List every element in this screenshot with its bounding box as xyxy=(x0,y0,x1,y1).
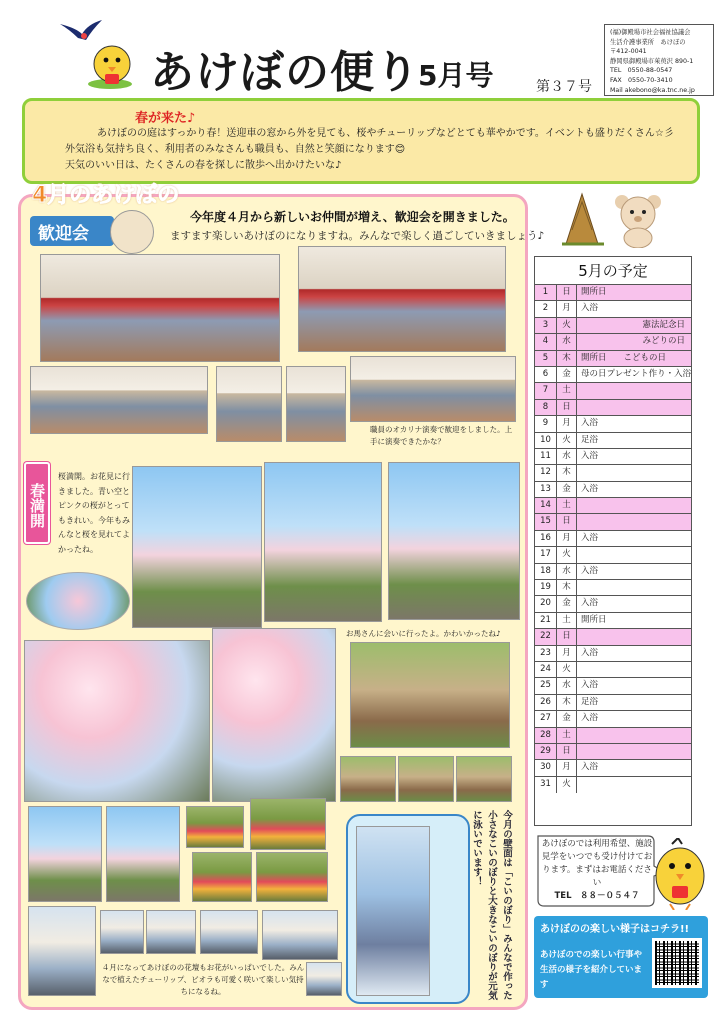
schedule-row xyxy=(535,498,691,514)
qr-code-pattern xyxy=(655,941,699,985)
schedule-row xyxy=(535,580,691,596)
schedule-weekday: 月 xyxy=(557,301,577,316)
schedule-row xyxy=(535,383,691,399)
schedule-event: 足浴 xyxy=(581,696,599,707)
publisher-line: 〒412-0041 xyxy=(610,48,647,56)
horse-visit-photo xyxy=(456,756,512,802)
welcome-party-photo xyxy=(30,366,208,434)
schedule-weekday: 火 xyxy=(557,433,577,448)
cherry-blossom-photo xyxy=(106,806,180,902)
publisher-box xyxy=(604,24,714,96)
schedule-row xyxy=(535,629,691,645)
schedule-event: 憲法記念日 xyxy=(642,319,685,330)
schedule-weekday: 火 xyxy=(557,547,577,562)
welcome-subtitle: ますます楽しいあけぼのになりますね。みんなで楽しく過ごしていきましょう♪ xyxy=(170,230,545,242)
schedule-row xyxy=(535,351,691,367)
schedule-event: 足浴 xyxy=(581,434,599,445)
schedule-day: 30 xyxy=(535,760,557,775)
schedule-weekday: 月 xyxy=(557,416,577,431)
schedule-event: 入浴 xyxy=(581,303,599,314)
schedule-day: 23 xyxy=(535,646,557,661)
visit-text: あけぼのでは利用希望、施設見学をいつでも受け付けております。まずはお電話ください xyxy=(541,839,653,888)
schedule-event xyxy=(577,629,691,644)
tulip-photo xyxy=(256,852,328,902)
schedule-day: 21 xyxy=(535,613,557,628)
schedule-weekday: 木 xyxy=(557,695,577,710)
issue-number: 第３７号 xyxy=(536,79,592,95)
schedule-event: 入浴 xyxy=(581,532,599,543)
schedule-event: 入浴 xyxy=(581,483,599,494)
cherry-blossom-photo xyxy=(24,640,210,802)
tulip-photo xyxy=(192,852,252,902)
schedule-day: 14 xyxy=(535,498,557,513)
schedule-row xyxy=(535,678,691,694)
chick-mascot-icon xyxy=(88,40,136,90)
flower-bed-photo xyxy=(186,806,244,848)
schedule-event xyxy=(577,744,691,759)
schedule-event xyxy=(577,465,691,480)
schedule-row xyxy=(535,433,691,449)
schedule-event xyxy=(577,547,691,562)
schedule-day: 11 xyxy=(535,449,557,464)
schedule-row xyxy=(535,547,691,563)
schedule-weekday: 金 xyxy=(557,596,577,611)
schedule-row xyxy=(535,777,691,793)
publisher-line: FAX 0550-70-3410 xyxy=(610,76,673,84)
publisher-line: (福)御殿場市社会福祉協議会 xyxy=(610,29,691,36)
schedule-row xyxy=(535,564,691,580)
welcome-party-photo xyxy=(286,366,346,442)
schedule-day: 9 xyxy=(535,416,557,431)
schedule-event xyxy=(577,777,691,793)
schedule-day: 7 xyxy=(535,383,557,398)
schedule-weekday: 水 xyxy=(557,449,577,464)
horse-visit-photo xyxy=(398,756,454,802)
schedule-weekday: 金 xyxy=(557,482,577,497)
schedule-event xyxy=(577,400,691,415)
homepage-promo-title: あけぼのの楽しい様子はコチラ!! xyxy=(540,924,690,935)
schedule-event: 入浴 xyxy=(581,565,599,576)
schedule-row xyxy=(535,482,691,498)
schedule-event: 開所日 xyxy=(581,287,607,297)
schedule-event: みどりの日 xyxy=(642,336,685,347)
cherry-blossom-round-photo xyxy=(26,572,130,630)
cherry-blossom-photo xyxy=(212,628,336,802)
schedule-weekday: 日 xyxy=(557,285,577,300)
schedule-row xyxy=(535,449,691,465)
schedule-weekday: 月 xyxy=(557,531,577,546)
schedule-day: 29 xyxy=(535,744,557,759)
may-schedule-table xyxy=(534,256,692,826)
schedule-event xyxy=(577,580,691,595)
header-mascot xyxy=(58,18,138,90)
schedule-row xyxy=(535,400,691,416)
schedule-weekday: 月 xyxy=(557,760,577,775)
welcome-party-photo xyxy=(216,366,282,442)
schedule-row xyxy=(535,728,691,744)
schedule-row xyxy=(535,318,691,334)
schedule-event: 母の日プレゼント作り・入浴 xyxy=(581,368,691,379)
april-section-title: 4月のあけぼの xyxy=(32,183,180,208)
schedule-day: 26 xyxy=(535,695,557,710)
resident-photo xyxy=(262,910,338,960)
schedule-weekday: 水 xyxy=(557,678,577,693)
schedule-event xyxy=(577,498,691,513)
staff-portrait xyxy=(110,210,154,254)
schedule-row xyxy=(535,465,691,481)
banner-heading: 春が来た♪ xyxy=(135,111,196,126)
horse-visit-photo xyxy=(340,756,396,802)
homepage-promo-text: あけぼのでの楽しい行事や生活の様子を紹介しています xyxy=(540,950,643,990)
cherry-blossom-photo xyxy=(388,462,520,620)
schedule-row xyxy=(535,760,691,776)
welcome-party-photo xyxy=(40,254,280,362)
visit-tel: TEL ８８－０５４７ xyxy=(554,891,640,901)
schedule-day: 16 xyxy=(535,531,557,546)
koinobori-text: 今月の壁面は「こいのぼり」みんなで作った小さなこいのぼりと大きなこいのぼりが元気に泳いでいます！ xyxy=(471,810,512,1000)
tulip-photo xyxy=(250,798,326,850)
schedule-day: 3 xyxy=(535,318,557,333)
schedule-event xyxy=(577,383,691,398)
resident-photo xyxy=(100,910,144,954)
spring-banner xyxy=(22,98,700,184)
schedule-weekday: 日 xyxy=(557,400,577,415)
newsletter-title: あけぼの便り xyxy=(150,47,420,98)
chick-mascot-icon xyxy=(652,838,708,910)
spring-bloom-label: 春満開 xyxy=(24,462,50,544)
schedule-weekday: 火 xyxy=(557,777,577,793)
schedule-day: 20 xyxy=(535,596,557,611)
schedule-day: 15 xyxy=(535,514,557,529)
issue-month: 5月号 xyxy=(418,59,494,92)
schedule-weekday: 日 xyxy=(557,514,577,529)
publisher-line: 静岡県御殿場市茱萸沢 890-1 xyxy=(610,57,694,65)
bear-mascot-icon xyxy=(612,192,664,248)
bamboo-shoot-icon xyxy=(560,190,606,246)
schedule-row xyxy=(535,695,691,711)
schedule-event: 入浴 xyxy=(581,450,599,461)
schedule-weekday: 木 xyxy=(557,351,577,366)
cherry-blossom-photo xyxy=(132,466,262,628)
schedule-event: 入浴 xyxy=(581,647,599,658)
schedule-row xyxy=(535,596,691,612)
schedule-day: 13 xyxy=(535,482,557,497)
schedule-row xyxy=(535,334,691,350)
resident-photo xyxy=(146,910,196,954)
schedule-day: 27 xyxy=(535,711,557,726)
schedule-weekday: 土 xyxy=(557,498,577,513)
schedule-event xyxy=(577,662,691,677)
schedule-weekday: 日 xyxy=(557,744,577,759)
schedule-weekday: 火 xyxy=(557,662,577,677)
qr-code[interactable] xyxy=(652,938,702,988)
schedule-row xyxy=(535,367,691,383)
welcome-title: 今年度４月から新しいお仲間が増え、歓迎会を開きました。 xyxy=(190,210,515,224)
schedule-row xyxy=(535,646,691,662)
schedule-rows xyxy=(535,285,691,793)
schedule-title: 5月の予定 xyxy=(535,257,691,285)
schedule-weekday: 金 xyxy=(557,367,577,382)
schedule-weekday: 水 xyxy=(557,564,577,579)
schedule-row xyxy=(535,744,691,760)
schedule-weekday: 火 xyxy=(557,318,577,333)
schedule-row xyxy=(535,301,691,317)
horse-caption: お馬さんに会いに行ったよ。かわいかったね♪ xyxy=(346,629,501,638)
schedule-row xyxy=(535,285,691,301)
schedule-day: 2 xyxy=(535,301,557,316)
schedule-day: 4 xyxy=(535,334,557,349)
schedule-day: 12 xyxy=(535,465,557,480)
banner-line: 天気のいい日は、たくさんの春を探しに散歩へ出かけたいな♪ xyxy=(65,160,342,171)
schedule-weekday: 木 xyxy=(557,580,577,595)
resident-photo xyxy=(200,910,258,954)
schedule-day: 1 xyxy=(535,285,557,300)
schedule-row xyxy=(535,662,691,678)
resident-photo xyxy=(306,962,342,996)
schedule-weekday: 日 xyxy=(557,629,577,644)
resident-photo xyxy=(28,906,96,996)
schedule-event: 開所日 こどもの日 xyxy=(581,352,667,363)
schedule-row xyxy=(535,613,691,629)
koinobori-photo xyxy=(356,826,430,996)
banner-line: 外気浴も気持ち良く、利用者のみなさんも職員も、自然と笑顔になります😊 xyxy=(65,144,406,155)
schedule-weekday: 土 xyxy=(557,613,577,628)
schedule-row xyxy=(535,711,691,727)
schedule-weekday: 木 xyxy=(557,465,577,480)
schedule-event xyxy=(577,728,691,743)
schedule-event: 入浴 xyxy=(581,418,599,429)
schedule-weekday: 月 xyxy=(557,646,577,661)
schedule-day: 24 xyxy=(535,662,557,677)
cherry-blossom-photo xyxy=(28,806,102,902)
schedule-weekday: 土 xyxy=(557,383,577,398)
schedule-event: 入浴 xyxy=(581,680,599,691)
schedule-row xyxy=(535,531,691,547)
schedule-day: 8 xyxy=(535,400,557,415)
publisher-line: TEL 0550-88-0547 xyxy=(610,67,673,75)
schedule-event: 入浴 xyxy=(581,598,599,609)
spring-bloom-text: 桜満開。お花見に行きました。青い空とピンクの桜がとってもきれい。今年もみんなと桜を見れてよかったね。 xyxy=(58,472,130,554)
schedule-day: 10 xyxy=(535,433,557,448)
schedule-day: 6 xyxy=(535,367,557,382)
schedule-day: 19 xyxy=(535,580,557,595)
schedule-event: 入浴 xyxy=(581,762,599,773)
schedule-weekday: 水 xyxy=(557,334,577,349)
schedule-day: 18 xyxy=(535,564,557,579)
schedule-event xyxy=(577,514,691,529)
visit-info xyxy=(538,838,656,903)
ocarina-photo xyxy=(350,356,516,422)
schedule-day: 17 xyxy=(535,547,557,562)
schedule-weekday: 土 xyxy=(557,728,577,743)
schedule-day: 5 xyxy=(535,351,557,366)
schedule-row xyxy=(535,514,691,530)
schedule-day: 28 xyxy=(535,728,557,743)
welcome-party-photo xyxy=(298,246,506,352)
tulip-caption: ４月になってあけぼのの花壇もお花がいっぱいでした。みんなで植えたチューリップ、ビオラも可愛く咲いて楽しい気持ちになるね。 xyxy=(101,963,305,996)
schedule-weekday: 金 xyxy=(557,711,577,726)
schedule-day: 22 xyxy=(535,629,557,644)
welcome-party-label: 歓迎会 xyxy=(30,216,114,246)
banner-line: あけぼのの庭はすっかり春！送迎車の窓から外を見ても、桜やチューリップなどとても華やかです。イベントも盛りだくさん☆彡 xyxy=(97,128,674,139)
schedule-row xyxy=(535,416,691,432)
horse-visit-photo xyxy=(350,642,510,748)
schedule-event: 入浴 xyxy=(581,713,599,724)
schedule-day: 25 xyxy=(535,678,557,693)
publisher-line: Mail akebono@ka.tnc.ne.jp xyxy=(610,86,695,94)
schedule-event: 開所日 xyxy=(581,614,607,625)
ocarina-caption: 職員のオカリナ演奏で歓迎をしました。上手に演奏できたかな？ xyxy=(370,425,513,446)
publisher-line: 生活介護事業所 あけぼの xyxy=(610,38,686,46)
cherry-blossom-photo xyxy=(264,462,382,622)
schedule-day: 31 xyxy=(535,777,557,793)
